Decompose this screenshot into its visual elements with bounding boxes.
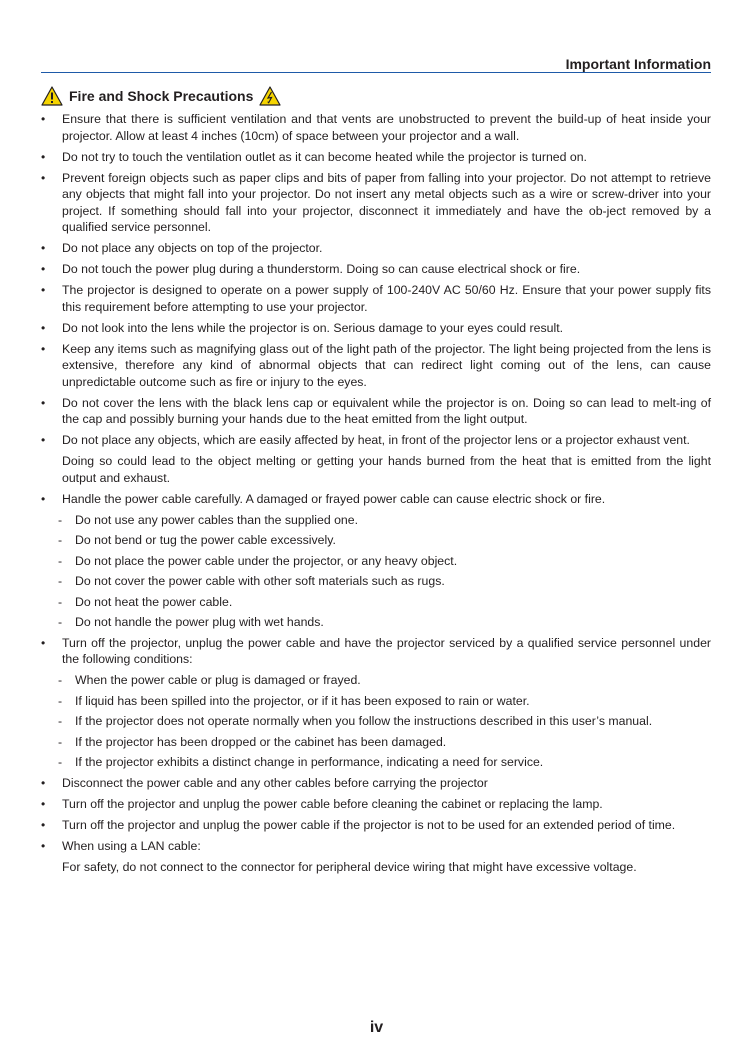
electric-shock-warning-icon: [259, 86, 281, 106]
item-text: When using a LAN cable:: [62, 838, 201, 853]
sub-item: [41, 672, 711, 689]
item-text: If the projector has been dropped or the cabinet has been damaged.: [75, 734, 447, 749]
bullet-item: [41, 491, 711, 508]
item-text: Keep any items such as magnifying glass out of the light path of the projector. The light being projected from the lens is extensive, therefore any kind of abnormal objects that can redirect light coming out of the lens, can cause unpredictable outcome such as fire or injury to the eyes.: [62, 341, 711, 389]
item-text: Do not try to touch the ventilation outlet as it can become heated while the projector is turned on.: [62, 149, 587, 164]
bullet-item: [41, 282, 711, 315]
item-text: Doing so could lead to the object melting or getting your hands burned from the heat that is emitted from the light output and exhaust.: [62, 454, 711, 485]
item-text: Do not cover the power cable with other soft materials such as rugs.: [75, 574, 445, 588]
item-text: Do not look into the lens while the projector is on. Serious damage to your eyes could result.: [62, 320, 564, 335]
item-text: For safety, do not connect to the connector for peripheral device wiring that might have excessive voltage.: [62, 859, 637, 874]
continuation-paragraph: [41, 859, 711, 876]
page-header-title: Important Information: [565, 56, 711, 72]
sub-item: [41, 532, 711, 549]
bullet-item: [41, 240, 711, 257]
item-text: If the projector does not operate normally when you follow the instructions described in this user’s manual.: [75, 714, 653, 728]
dash-marker: -: [58, 734, 63, 749]
warning-triangle-icon: [41, 86, 63, 106]
item-text: Turn off the projector, unplug the power cable and have the projector serviced by a qualified service personnel under the following conditions:: [62, 635, 711, 666]
sub-item: [41, 553, 711, 570]
bullet-item: [41, 111, 711, 144]
dash-marker: -: [58, 673, 63, 687]
sub-item: [41, 614, 711, 631]
item-text: Do not place any objects on top of the projector.: [62, 241, 323, 255]
sub-item: [41, 734, 711, 751]
item-text: Prevent foreign objects such as paper clips and bits of paper from falling into your projector. Do not attempt to retrieve any objects that might fall into your projector. Do not insert any metal objects such as a wire or screw-driver into your project. If something should fall into your projector, disconnect it immediately and have the ob-ject removed by a qualified service personnel.: [62, 170, 711, 234]
dash-marker: -: [58, 574, 63, 588]
bullet-marker: •: [41, 283, 46, 297]
bullet-marker: •: [41, 491, 46, 506]
sub-item: [41, 713, 711, 730]
bullet-marker: •: [41, 838, 46, 853]
page-number: iv: [369, 1019, 384, 1036]
bullet-marker: •: [41, 817, 46, 832]
bullet-marker: •: [41, 262, 46, 276]
item-text: Handle the power cable carefully. A damaged or frayed power cable can cause electric shock or fire.: [62, 491, 606, 506]
continuation-paragraph: [41, 453, 711, 486]
bullet-marker: •: [41, 395, 46, 410]
dash-marker: -: [58, 755, 63, 769]
bullet-item: [41, 170, 711, 236]
sub-item: [41, 594, 711, 611]
sub-item: [41, 573, 711, 590]
section-heading: [41, 85, 281, 107]
bullet-marker: •: [41, 112, 46, 126]
header-rule: [41, 72, 711, 73]
bullet-marker: •: [41, 241, 46, 255]
sub-item: [41, 693, 711, 710]
item-text: If liquid has been spilled into the projector, or if it has been exposed to rain or water.: [75, 693, 530, 708]
item-text: Do not use any power cables than the supplied one.: [75, 512, 359, 527]
sub-item: [41, 512, 711, 529]
item-text: Do not handle the power plug with wet hands.: [75, 615, 324, 629]
bullet-item: [41, 261, 711, 278]
bullet-marker: •: [41, 775, 46, 790]
section-title: Fire and Shock Precautions: [69, 88, 254, 104]
item-text: Turn off the projector and unplug the power cable if the projector is not to be used for an extended period of time.: [62, 817, 676, 832]
item-text: Turn off the projector and unplug the power cable before cleaning the cabinet or replacing the lamp.: [62, 796, 603, 811]
dash-marker: -: [58, 615, 63, 629]
item-text: Ensure that there is sufficient ventilation and that vents are unobstructed to prevent the build-up of heat inside your projector. Allow at least 4 inches (10cm) of space between your projector and a wall.: [62, 112, 711, 143]
bullet-item: [41, 775, 711, 792]
bullet-marker: •: [41, 170, 46, 185]
item-text: Do not cover the lens with the black lens cap or equivalent while the projector is on. Doing so can lead to melt-ing of the cap and possibly burning your hands due to the heat emitted from the light output.: [62, 395, 711, 426]
bullet-marker: •: [41, 341, 46, 356]
bullet-item: [41, 395, 711, 428]
bullet-item: [41, 432, 711, 449]
item-text: Do not place any objects, which are easily affected by heat, in front of the projector lens or a projector exhaust vent.: [62, 433, 690, 447]
bullet-item: [41, 320, 711, 337]
item-text: Do not bend or tug the power cable excessively.: [75, 533, 336, 547]
precautions-list: [41, 111, 711, 880]
dash-marker: -: [58, 594, 63, 609]
dash-marker: -: [58, 553, 63, 568]
bullet-item: [41, 149, 711, 166]
bullet-marker: •: [41, 149, 46, 164]
item-text: Disconnect the power cable and any other cables before carrying the projector: [62, 775, 488, 790]
item-text: Do not place the power cable under the projector, or any heavy object.: [75, 553, 458, 568]
bullet-marker: •: [41, 320, 46, 335]
bullet-marker: •: [41, 635, 46, 650]
bullet-marker: •: [41, 433, 46, 447]
dash-marker: -: [58, 714, 63, 728]
bullet-item: [41, 817, 711, 834]
bullet-marker: •: [41, 796, 46, 811]
dash-marker: -: [58, 533, 63, 547]
item-text: When the power cable or plug is damaged or frayed.: [75, 673, 361, 687]
item-text: The projector is designed to operate on a power supply of 100-240V AC 50/60 Hz. Ensure that your power supply fits this requirement before attempting to use your projector.: [62, 283, 711, 314]
bullet-item: [41, 635, 711, 668]
bullet-item: [41, 341, 711, 391]
item-text: Do not touch the power plug during a thunderstorm. Doing so can cause electrical shock or fire.: [62, 262, 581, 276]
sub-item: [41, 754, 711, 771]
bullet-item: [41, 796, 711, 813]
item-text: If the projector exhibits a distinct change in performance, indicating a need for service.: [75, 755, 544, 769]
dash-marker: -: [58, 512, 63, 527]
bullet-item: [41, 838, 711, 855]
item-text: Do not heat the power cable.: [75, 594, 233, 609]
dash-marker: -: [58, 693, 63, 708]
